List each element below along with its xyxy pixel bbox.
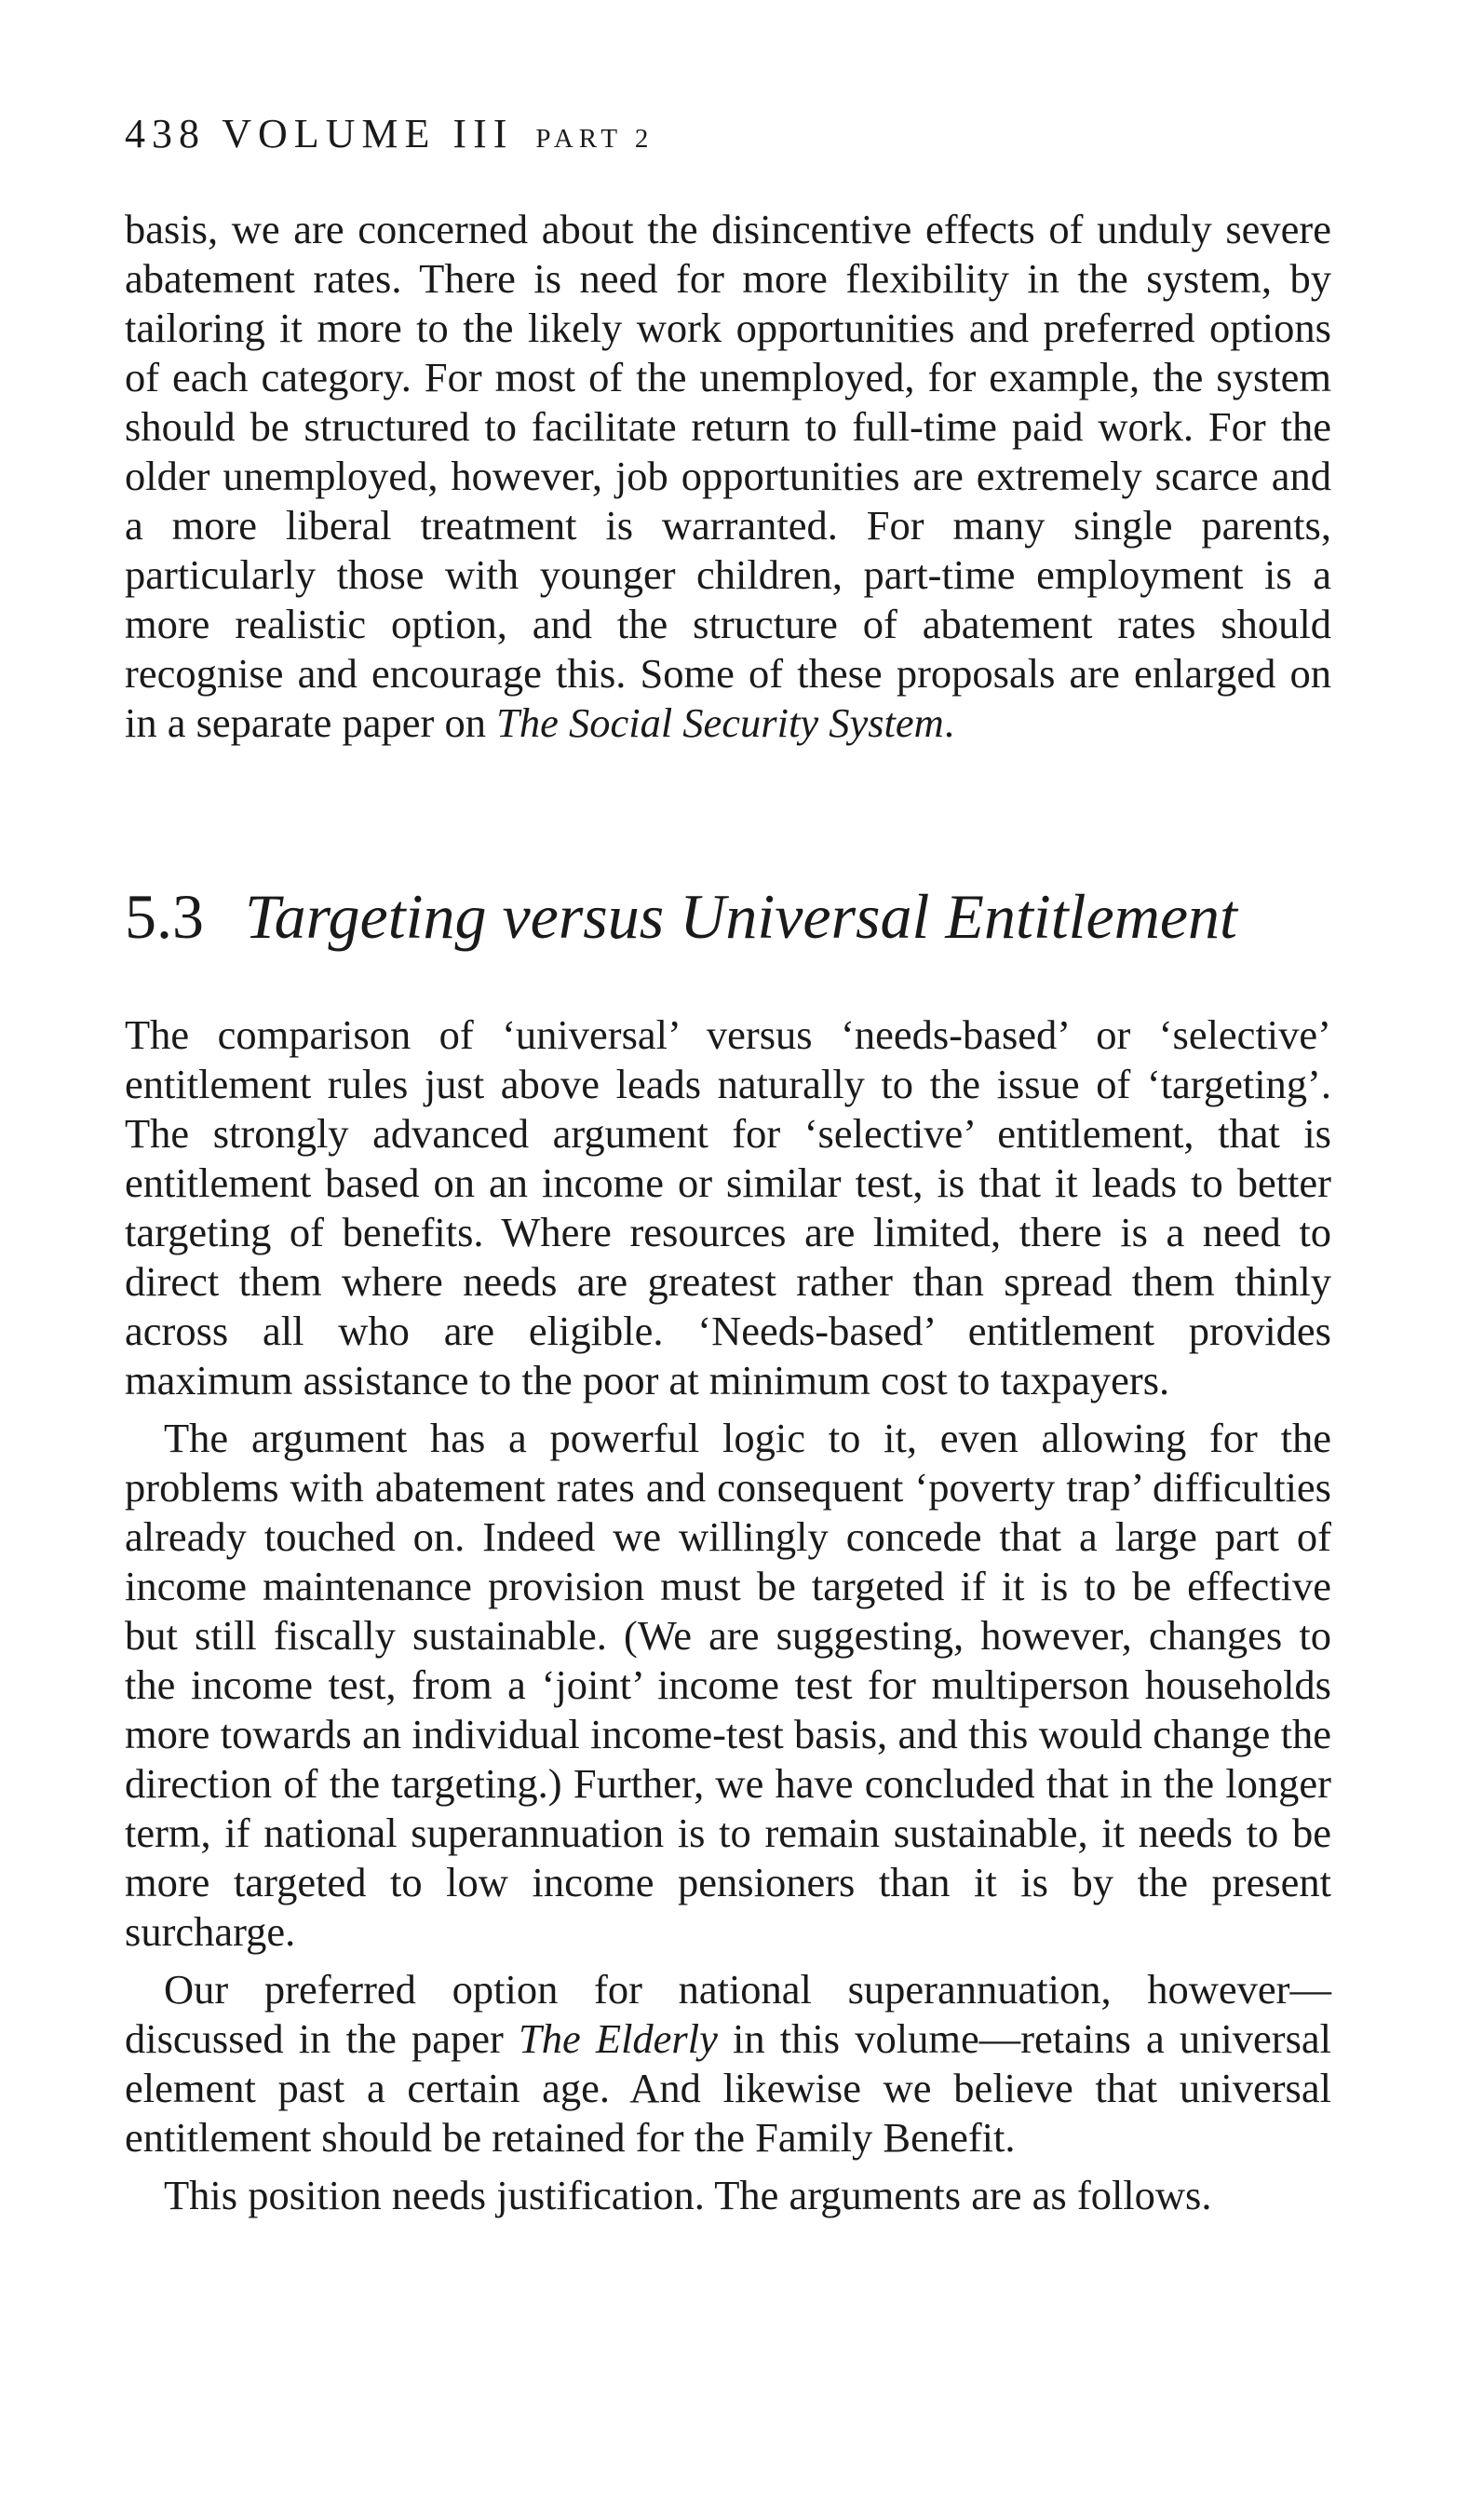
volume-label: VOLUME III xyxy=(222,111,514,156)
cited-paper-title-elderly: The Elderly xyxy=(518,2015,718,2062)
section-title: Targeting versus Universal Entitlement xyxy=(245,881,1237,952)
cited-paper-title: The Social Security System xyxy=(496,699,944,746)
paragraph-3-text-end: in this volume—retains a universal element past a certain age. And likewise we believe that universal entitlement should be retained for the Family Benefit. xyxy=(125,2015,1332,2161)
section-body xyxy=(125,1010,1331,2220)
running-header xyxy=(125,111,654,156)
paragraph-1: The comparison of ‘universal’ versus ‘needs-based’ or ‘selective’ entitlement rules just above leads naturally to the issue of ‘targeting’. The strongly advanced argument for ‘selective’ entitlement, that is entitlement based on an income or similar test, is that it leads to better targeting of benefits. Where resources are limited, there is a need to direct them where needs are greatest rather than spread them thinly across all who are eligible. ‘Needs-based’ entitlement provides maximum assistance to the poor at minimum cost to taxpayers. xyxy=(125,1011,1331,1403)
page-number: 438 xyxy=(125,111,206,156)
section-number: 5.3 xyxy=(125,881,204,952)
continued-paragraph-end: . xyxy=(943,699,954,746)
part-label: PART 2 xyxy=(535,124,654,154)
continued-paragraph xyxy=(125,205,1331,748)
paragraph-3-text-start: Our preferred option for national superannuation, however—discussed in the paper xyxy=(125,1966,1331,2062)
paragraph-4: This position needs justification. The arguments are as follows. xyxy=(164,2172,1212,2218)
continued-paragraph-block xyxy=(125,205,1331,748)
paragraph-2: The argument has a powerful logic to it, even allowing for the problems with abatement rates and consequent ‘poverty trap’ difficulties already touched on. Indeed we willingly concede that a large part of income maintenance provision must be targeted if it is to be effective but still fiscally sustainable. (We are suggesting, however, changes to the income test, from a ‘joint’ income test for multiperson households more towards an individual income-test basis, and this would change the direction of the targeting.) Further, we have concluded that in the longer term, if national superannuation is to remain sustainable, it needs to be more targeted to low income pensioners than it is by the present surcharge. xyxy=(125,1415,1331,1955)
continued-paragraph-text: basis, we are concerned about the disincentive effects of unduly severe abatement rates. There is need for more flexibility in the system, by tailoring it more to the likely work opportunities and preferred options of each category. For most of the unemployed, for example, the system should be structured to facilitate return to full-time paid work. For the older unemployed, however, job opportunities are extremely scarce and a more liberal treatment is warranted. For many single parents, particularly those with younger children, part-time employment is a more realistic option, and the structure of abatement rates should recognise and encourage this. Some of these proposals are enlarged on in a separate paper on xyxy=(125,206,1331,746)
paragraph-3 xyxy=(125,1965,1331,2162)
section-heading xyxy=(125,881,1237,952)
